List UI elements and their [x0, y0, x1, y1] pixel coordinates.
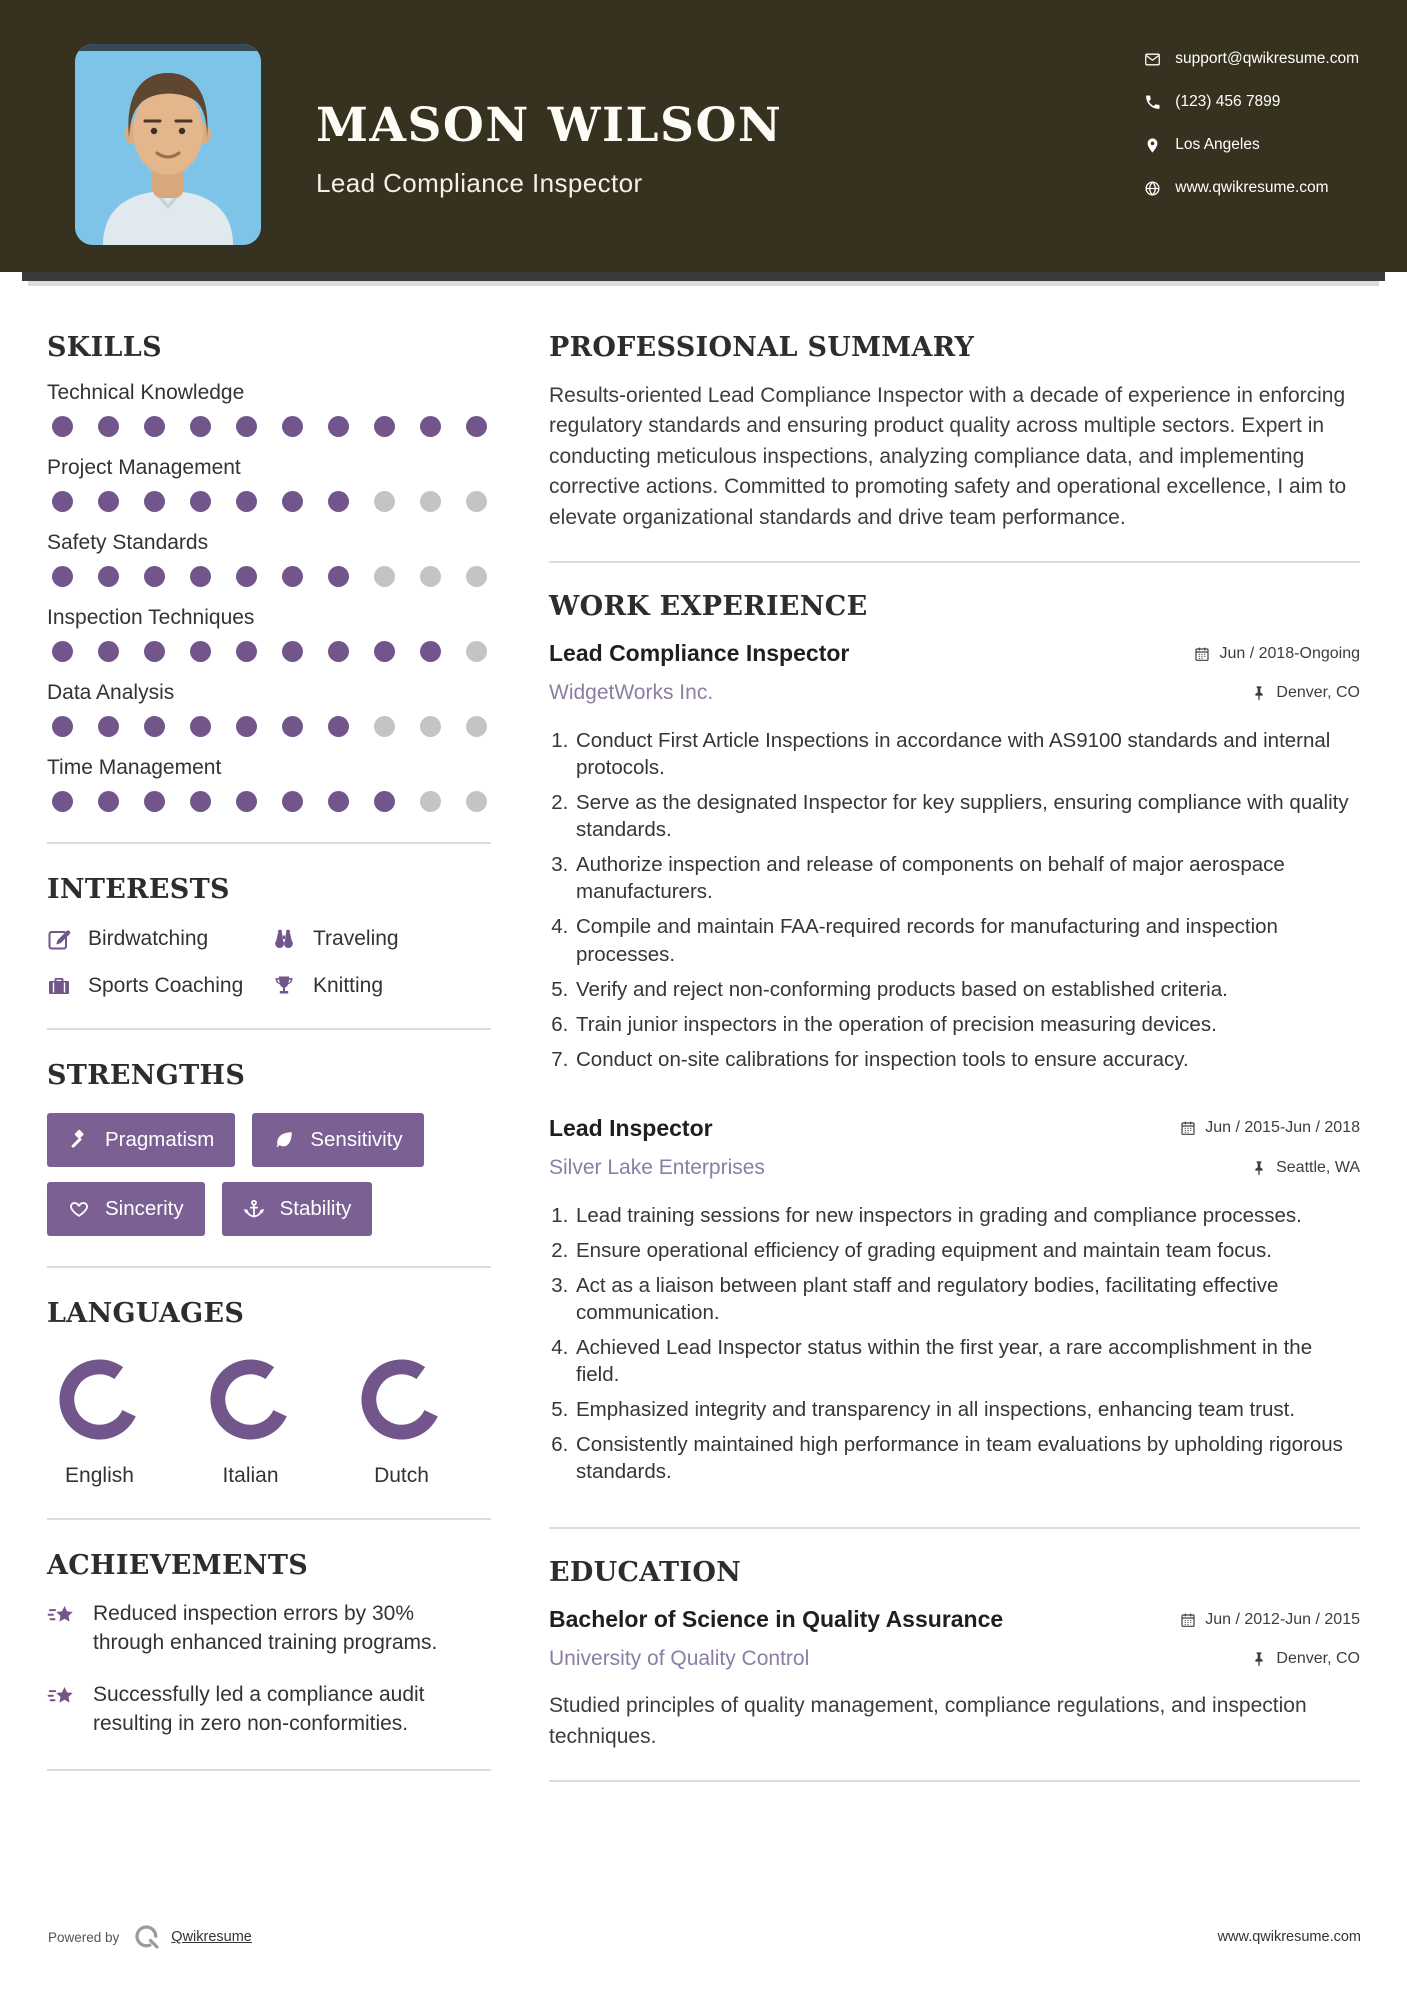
level-dot-filled — [236, 416, 257, 437]
skill-level-dots — [47, 716, 491, 737]
divider — [47, 842, 491, 844]
strength-chip — [222, 1182, 373, 1236]
education-location-text: Denver, CO — [1276, 1650, 1360, 1668]
contact-item[interactable] — [1144, 179, 1359, 197]
contact-item[interactable] — [1144, 50, 1359, 68]
job-entry — [549, 640, 1360, 1073]
email-icon — [1144, 51, 1161, 68]
interest-label: Traveling — [313, 927, 399, 950]
language-label: Italian — [222, 1464, 279, 1487]
level-dot-empty — [420, 716, 441, 737]
level-dot-filled — [52, 641, 73, 662]
achievement-item — [47, 1680, 491, 1739]
strength-chip — [252, 1113, 423, 1167]
education-date — [1180, 1611, 1360, 1629]
level-dot-filled — [98, 566, 119, 587]
level-dot-filled — [236, 491, 257, 512]
briefcase-icon — [47, 974, 71, 998]
achievement-text: Reduced inspection errors by 30% through enhanced training programs. — [93, 1602, 438, 1655]
level-dot-filled — [98, 491, 119, 512]
level-dot-empty — [420, 566, 441, 587]
level-dot-filled — [98, 791, 119, 812]
job-bullet: 6. Consistently maintained high performance in team evaluations by upholding rigorous standards. — [574, 1431, 1360, 1485]
skill-label: Technical Knowledge — [47, 381, 245, 404]
left-column — [47, 332, 491, 1810]
contact-item[interactable] — [1144, 136, 1359, 154]
job-date — [1180, 1119, 1360, 1137]
job-date — [1194, 645, 1360, 663]
summary-heading: PROFESSIONAL SUMMARY — [549, 332, 975, 363]
level-dot-empty — [466, 566, 487, 587]
level-dot-filled — [190, 491, 211, 512]
skill-level-dots — [47, 491, 491, 512]
level-dot-empty — [420, 791, 441, 812]
level-dot-filled — [190, 641, 211, 662]
shooting-star-icon — [47, 1602, 77, 1632]
job-bullet: 5. Emphasized integrity and transparency in all inspections, enhancing team trust. — [574, 1396, 1360, 1423]
level-dot-filled — [52, 716, 73, 737]
level-dot-empty — [466, 641, 487, 662]
education-subheader-row — [549, 1647, 1360, 1671]
experience-heading: WORK EXPERIENCE — [549, 591, 868, 623]
level-dot-filled — [420, 416, 441, 437]
summary-section — [549, 332, 1360, 533]
job-bullet: 1. Conduct First Article Inspections in accordance with AS9100 standards and internal protocols. — [574, 727, 1360, 781]
level-dot-filled — [144, 641, 165, 662]
divider — [549, 561, 1360, 563]
strength-chip — [47, 1113, 235, 1167]
skill-level-dots — [47, 791, 491, 812]
divider — [47, 1769, 491, 1771]
level-dot-filled — [144, 491, 165, 512]
job-date-text: Jun / 2018-Ongoing — [1219, 644, 1360, 662]
profile-photo-illustration — [75, 44, 261, 245]
job-bullet: 5. Verify and reject non-conforming products based on established criteria. — [574, 976, 1360, 1003]
job-header-row — [549, 1115, 1360, 1142]
achievements-heading: ACHIEVEMENTS — [47, 1550, 309, 1581]
education-section — [549, 1557, 1360, 1752]
achievements-list — [47, 1599, 491, 1739]
education-header-row — [549, 1606, 1360, 1633]
interests-list — [47, 923, 491, 998]
education-date-text: Jun / 2012-Jun / 2015 — [1205, 1610, 1360, 1628]
level-dot-filled — [52, 791, 73, 812]
level-dot-filled — [98, 416, 119, 437]
level-dot-filled — [328, 641, 349, 662]
job-entry — [549, 1115, 1360, 1485]
qwikresume-brand-link[interactable]: Qwikresume — [171, 1929, 252, 1945]
skill-item — [47, 681, 491, 737]
pushpin-icon — [1251, 1651, 1267, 1667]
interest-label: Sports Coaching — [88, 974, 244, 997]
heart-icon — [68, 1198, 90, 1220]
job-bullet: 1. Lead training sessions for new inspectors in grading and compliance processes. — [574, 1202, 1360, 1229]
level-dot-filled — [144, 566, 165, 587]
languages-section — [47, 1298, 491, 1488]
job-bullet: 6. Train junior inspectors in the operation of precision measuring devices. — [574, 1011, 1360, 1038]
skills-section — [47, 332, 491, 812]
person-name: MASON WILSON — [316, 98, 783, 153]
level-dot-filled — [98, 641, 119, 662]
divider — [549, 1527, 1360, 1529]
anchor-icon — [243, 1198, 265, 1220]
level-dot-empty — [466, 716, 487, 737]
contact-text: www.qwikresume.com — [1175, 179, 1329, 196]
level-dot-filled — [328, 791, 349, 812]
interest-item — [272, 927, 491, 951]
job-subheader-row — [549, 1156, 1360, 1180]
job-title: Lead Inspector — [549, 1114, 713, 1141]
level-dot-filled — [374, 416, 395, 437]
contact-text: (123) 456 7899 — [1175, 93, 1281, 110]
level-dot-filled — [98, 716, 119, 737]
divider — [47, 1028, 491, 1030]
job-bullet: 3. Act as a liaison between plant staff and regulatory bodies, facilitating effective communication. — [574, 1272, 1360, 1326]
level-dot-filled — [282, 716, 303, 737]
contact-item[interactable] — [1144, 93, 1359, 111]
strength-chip — [47, 1182, 205, 1236]
interest-item — [47, 927, 272, 951]
interest-item — [47, 974, 272, 998]
level-dot-filled — [144, 716, 165, 737]
level-dot-filled — [236, 566, 257, 587]
skill-level-dots — [47, 416, 491, 437]
gavel-icon — [68, 1129, 90, 1151]
job-location — [1251, 684, 1360, 702]
leaf-icon — [273, 1129, 295, 1151]
level-dot-filled — [282, 491, 303, 512]
level-dot-filled — [328, 416, 349, 437]
skill-level-dots — [47, 566, 491, 587]
strength-label: Stability — [279, 1197, 352, 1220]
skill-label: Project Management — [47, 456, 241, 479]
level-dot-empty — [420, 491, 441, 512]
level-dot-filled — [420, 641, 441, 662]
level-dot-filled — [236, 641, 257, 662]
language-level-ring — [55, 1355, 144, 1444]
skill-label: Time Management — [47, 756, 222, 779]
calendar-icon — [1180, 1120, 1196, 1136]
strength-label: Sensitivity — [310, 1128, 403, 1151]
achievements-section — [47, 1550, 491, 1739]
job-bullet: 3. Authorize inspection and release of components on behalf of major aerospace manufacturers. — [574, 851, 1360, 905]
calendar-icon — [1194, 646, 1210, 662]
identity-block — [316, 0, 782, 199]
level-dot-filled — [328, 566, 349, 587]
level-dot-filled — [144, 416, 165, 437]
degree-title: Bachelor of Science in Quality Assurance — [549, 1606, 1004, 1633]
interest-label: Birdwatching — [88, 927, 209, 950]
achievement-item — [47, 1599, 491, 1658]
job-bullet-list — [549, 727, 1360, 1073]
footer — [48, 1922, 1361, 1952]
strengths-section — [47, 1060, 491, 1236]
job-subheader-row — [549, 681, 1360, 705]
interests-heading: INTERESTS — [47, 874, 230, 905]
level-dot-filled — [236, 716, 257, 737]
powered-by-label: Powered by — [48, 1929, 120, 1945]
divider — [47, 1266, 491, 1268]
company-name: Silver Lake Enterprises — [549, 1155, 765, 1179]
divider — [47, 1518, 491, 1520]
pencil-square-icon — [47, 927, 71, 951]
education-location — [1251, 1650, 1360, 1668]
level-dot-filled — [374, 641, 395, 662]
skills-list — [47, 381, 491, 812]
level-dot-filled — [190, 566, 211, 587]
shooting-star-icon — [47, 1683, 77, 1713]
level-dot-filled — [52, 416, 73, 437]
pushpin-icon — [1251, 685, 1267, 701]
job-bullet: 4. Achieved Lead Inspector status within the first year, a rare accomplishment in the field. — [574, 1334, 1360, 1388]
languages-heading: LANGUAGES — [47, 1298, 245, 1329]
level-dot-filled — [190, 416, 211, 437]
level-dot-filled — [328, 491, 349, 512]
company-name: WidgetWorks Inc. — [549, 681, 714, 705]
trophy-icon — [272, 974, 296, 998]
job-bullet: 2. Ensure operational efficiency of grading equipment and maintain team focus. — [574, 1237, 1360, 1264]
phone-icon — [1144, 94, 1161, 111]
contact-list — [1144, 50, 1359, 222]
skill-label: Data Analysis — [47, 681, 175, 704]
education-heading: EDUCATION — [549, 1557, 742, 1589]
school-name: University of Quality Control — [549, 1647, 810, 1671]
contact-text: Los Angeles — [1175, 136, 1260, 153]
calendar-icon — [1180, 1612, 1196, 1628]
level-dot-filled — [282, 641, 303, 662]
level-dot-filled — [190, 716, 211, 737]
skill-level-dots — [47, 641, 491, 662]
job-bullet-list — [549, 1202, 1360, 1485]
language-label: Dutch — [374, 1464, 429, 1487]
job-location-text: Seattle, WA — [1276, 1158, 1360, 1176]
pushpin-icon — [1251, 1160, 1267, 1176]
level-dot-filled — [374, 791, 395, 812]
level-dot-filled — [236, 791, 257, 812]
interest-label: Knitting — [313, 974, 384, 997]
job-title: Lead Compliance Inspector — [549, 640, 850, 667]
language-item — [55, 1355, 144, 1488]
strength-label: Pragmatism — [105, 1128, 215, 1151]
job-bullet: 2. Serve as the designated Inspector for key suppliers, ensuring compliance with quality standards. — [574, 789, 1360, 843]
location-icon — [1144, 137, 1161, 154]
level-dot-filled — [282, 566, 303, 587]
profile-photo — [75, 44, 261, 245]
globe-icon — [1144, 180, 1161, 197]
person-job-title: Lead Compliance Inspector — [316, 168, 643, 198]
strengths-list — [47, 1109, 491, 1236]
job-location-text: Denver, CO — [1276, 684, 1360, 702]
language-label: English — [65, 1464, 134, 1487]
skill-item — [47, 381, 491, 437]
job-bullet: 4. Compile and maintain FAA-required records for manufacturing and inspection processes. — [574, 913, 1360, 967]
level-dot-filled — [466, 416, 487, 437]
level-dot-empty — [374, 716, 395, 737]
summary-text: Results-oriented Lead Compliance Inspector with a decade of experience in enforcing regulatory standards and ensuring product quality across multiple sectors. Expert in conducting meticulous inspections, analyzing compliance data, and implementing corrective actions. Committed to promoting safety and operational excellence, I aim to elevate organizational standards and drive team performance. — [549, 384, 1347, 529]
achievement-text: Successfully led a compliance audit resulting in zero non-conformities. — [93, 1682, 425, 1736]
divider — [549, 1780, 1360, 1782]
skill-label: Inspection Techniques — [47, 606, 255, 629]
interests-section — [47, 874, 491, 998]
level-dot-filled — [190, 791, 211, 812]
language-level-ring — [206, 1355, 295, 1444]
job-header-row — [549, 640, 1360, 667]
interest-item — [272, 974, 491, 998]
experience-section — [549, 591, 1360, 1485]
level-dot-empty — [466, 491, 487, 512]
level-dot-filled — [328, 716, 349, 737]
skill-label: Safety Standards — [47, 531, 209, 554]
header-divider-bar — [22, 272, 1385, 281]
binoculars-icon — [272, 927, 296, 951]
level-dot-empty — [374, 566, 395, 587]
language-level-ring — [357, 1355, 446, 1444]
skill-item — [47, 531, 491, 587]
job-bullet: 7. Conduct on-site calibrations for inspection tools to ensure accuracy. — [574, 1046, 1360, 1073]
level-dot-filled — [282, 791, 303, 812]
level-dot-filled — [52, 566, 73, 587]
skills-heading: SKILLS — [47, 332, 162, 363]
contact-text: support@qwikresume.com — [1175, 50, 1359, 67]
strength-label: Sincerity — [105, 1197, 184, 1220]
level-dot-empty — [466, 791, 487, 812]
language-item — [357, 1355, 446, 1488]
qwikresume-logo-icon — [132, 1922, 162, 1952]
strengths-heading: STRENGTHS — [47, 1060, 246, 1091]
level-dot-filled — [144, 791, 165, 812]
level-dot-filled — [52, 491, 73, 512]
header — [0, 0, 1407, 272]
level-dot-filled — [282, 416, 303, 437]
skill-item — [47, 456, 491, 512]
right-column — [549, 332, 1360, 1810]
level-dot-empty — [374, 491, 395, 512]
languages-list — [47, 1347, 491, 1488]
footer-website-link[interactable]: www.qwikresume.com — [1217, 1929, 1361, 1945]
job-date-text: Jun / 2015-Jun / 2018 — [1205, 1119, 1360, 1137]
language-item — [206, 1355, 295, 1488]
skill-item — [47, 756, 491, 812]
education-description: Studied principles of quality management, compliance regulations, and inspection techniques. — [549, 1694, 1307, 1748]
skill-item — [47, 606, 491, 662]
job-location — [1251, 1159, 1360, 1177]
resume-body — [0, 286, 1407, 1810]
